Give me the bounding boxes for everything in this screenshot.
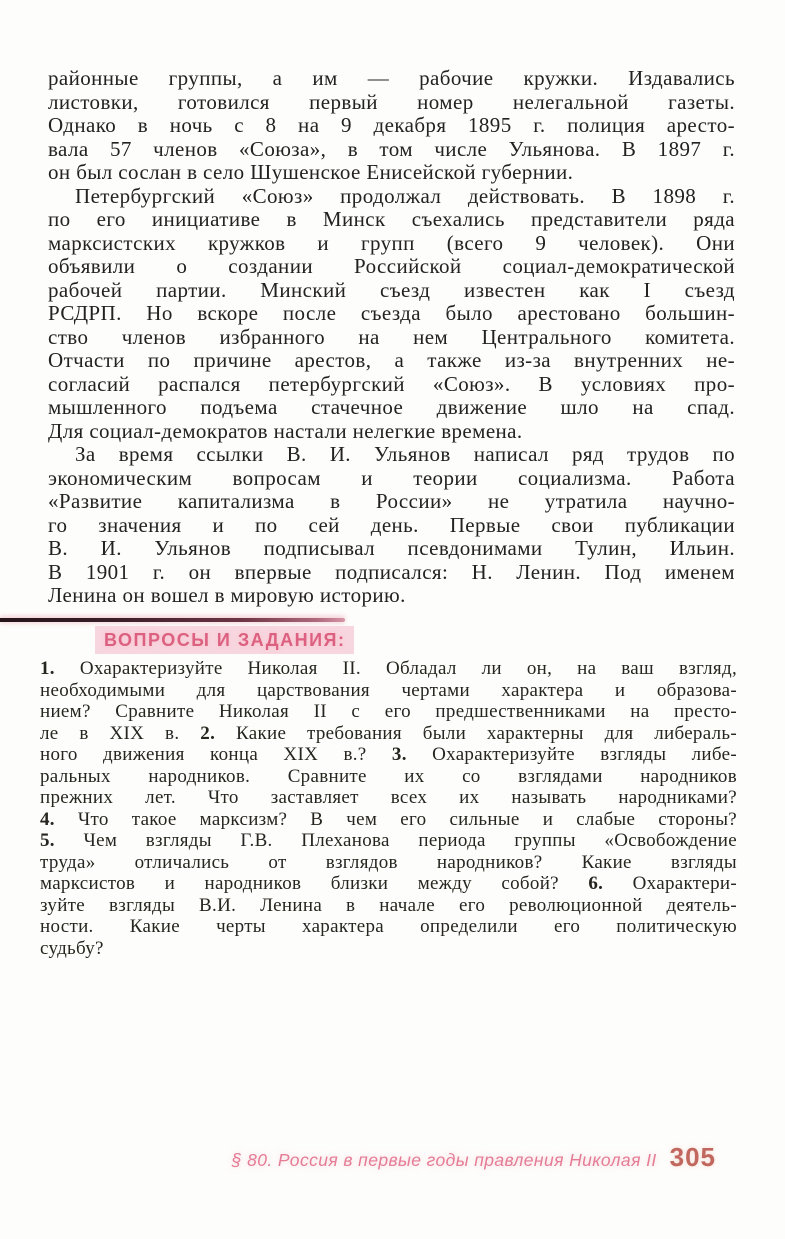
question-line: ности. Какие черты характера определили его политическую [40,916,737,937]
text-line: Однако в ночь с 8 на 9 декабря 1895 г. полиция аресто- [48,113,735,137]
text-line: Ленина он вошел в мировую историю. [48,583,406,607]
text-line: Для социал-демократов настали нелегкие времена. [48,418,523,443]
text-line: го значения и по сей день. Первые свои публикации [48,512,735,537]
text-line: Петербургский «Союз» продолжал действовать. В 1898 г. [75,183,735,208]
text-line: он был сослан в село Шушенское Енисейской губернии. [48,160,574,184]
question-line: необходимыми для царствования чертами характера и образова- [40,679,737,701]
question-line: ле в XIX в. 2. Какие требования были характерны для либераль- [40,722,737,744]
question-line: ральных народников. Сравните их со взглядами народников [40,765,737,787]
text-line: В. И. Ульянов подписывал псевдонимами Тулин, Ильин. [48,536,735,560]
text-line: мышленного подъема стачечное движение шло на спад. [48,395,735,419]
text-line: Отчасти по причине арестов, а также из-за внутренних не- [48,348,735,372]
question-line: 1. Охарактеризуйте Николая II. Обладал ли он, на ваш взгляд, [40,658,737,679]
question-line: 5. Чем взгляды Г.В. Плеханова периода группы «Освобождение [40,830,737,851]
question-line: зуйте взгляды В.И. Ленина в начале его революционной деятель- [40,894,737,916]
paragraph [48,185,735,444]
text-line: объявили о создании Российской социал-демократической [48,254,735,278]
question-line: ного движения конца XIX в.? 3. Охарактеризуйте взгляды либе- [40,744,737,765]
question-line: судьбу? [40,937,104,959]
questions-section-header [95,626,354,654]
body-text [48,67,735,608]
footer-section-title: § 80. Россия в первые годы правления Николая II [231,1150,657,1170]
text-line: экономическим вопросам и теории социализма. Работа [48,465,735,490]
text-line: марксистских кружков и групп (всего 9 человек). Они [48,230,735,255]
question-line: труда» отличались от взглядов народников? Какие взгляды [40,851,737,873]
question-line: прежних лет. Что заставляет всех их называть народниками? [40,787,737,808]
text-line: согласий распался петербургский «Союз». В условиях про- [48,371,735,396]
text-line: вала 57 членов «Союза», в том числе Ульянова. В 1897 г. [48,136,735,161]
paragraph [48,443,735,608]
question-line: марксистов и народников близки между собой? 6. Охарактери- [40,873,737,894]
section-divider-rule [0,618,345,622]
text-line: по его инициативе в Минск съехались представители ряда [48,207,735,231]
questions-section-title: ВОПРОСЫ И ЗАДАНИЯ: [95,626,354,654]
question-line: нием? Сравните Николая II с его предшественниками на престо- [40,701,737,722]
text-line: «Развитие капитализма в России» не утратила научно- [48,489,735,513]
text-line: РСДРП. Но вскоре после съезда было арестовано большин- [48,301,735,325]
text-line: рабочей партии. Минский съезд известен как I съезд [48,277,735,302]
text-line: районные группы, а им — рабочие кружки. Издавались [48,66,735,90]
text-line: В 1901 г. он впервые подписался: Н. Ленин. Под именем [48,559,735,584]
text-line: ство членов избранного на нем Центрального комитета. [48,324,735,349]
page-footer [0,1142,716,1173]
question-line: 4. Что такое марксизм? В чем его сильные и слабые стороны? [40,808,737,830]
text-line: листовки, готовился первый номер нелегальной газеты. [48,89,735,114]
page-number: 305 [669,1142,716,1172]
questions-text [40,658,737,959]
paragraph [48,67,735,185]
text-line: За время ссылки В. И. Ульянов написал ряд трудов по [75,442,735,466]
